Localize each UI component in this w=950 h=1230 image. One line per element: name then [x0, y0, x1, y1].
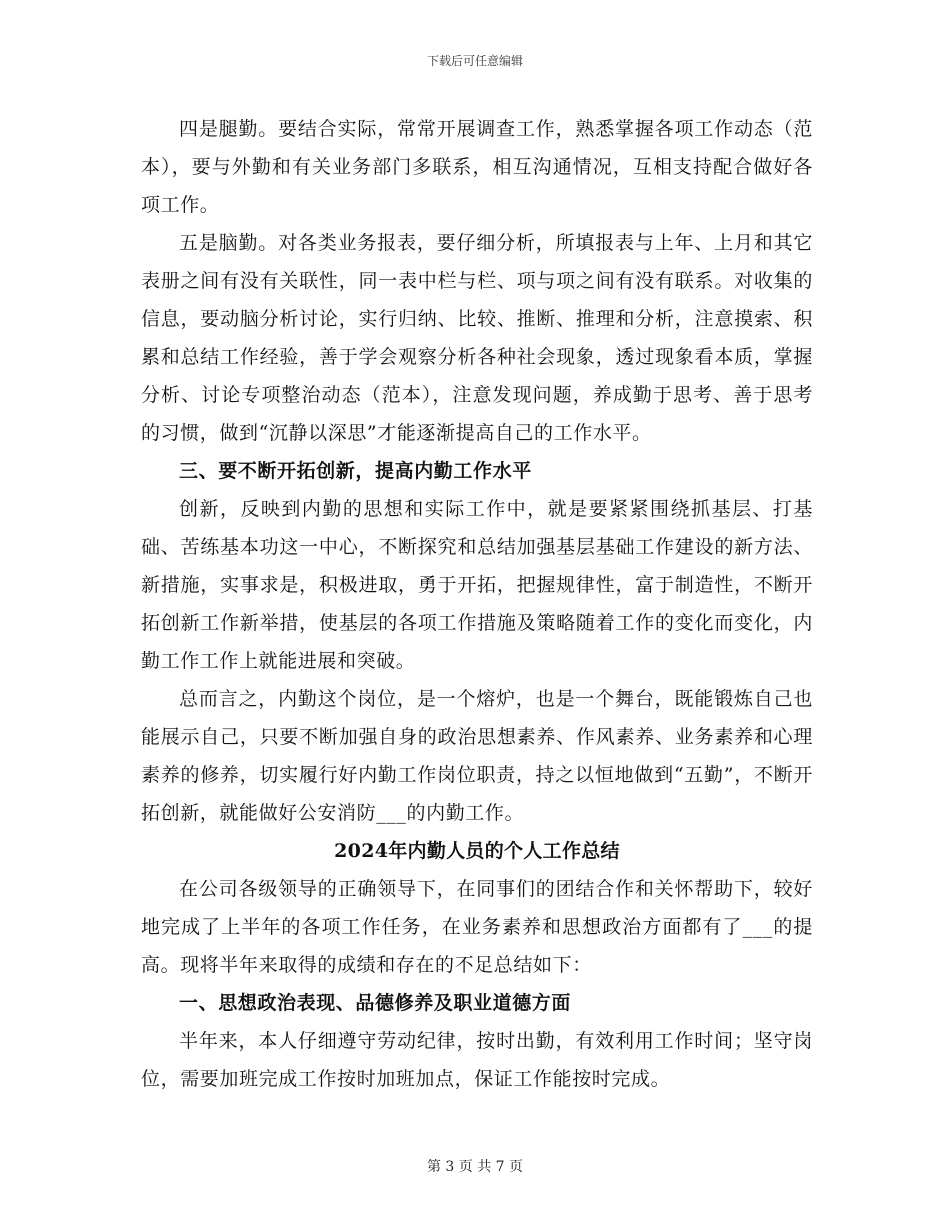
section-heading-innovation: 三、要不断开拓创新，提高内勤工作水平 — [179, 460, 532, 482]
page-header: 下载后可任意编辑 — [426, 54, 523, 68]
paragraph-conclusion: 总而言之，内勤这个岗位，是一个熔炉，也是一个舞台，既能锻炼自己也能展示自己，只要不断加强自身的政治思想素养、作风素养、业务素养和心理素养的修养，切实履行好内勤工作岗位职责，持之以恒地做到“五勤”，不断开拓创新，就能做好公安消防___的内勤工作。 — [141, 688, 813, 824]
page-footer: 第 3 页 共 7 页 — [426, 1159, 524, 1175]
document-title: 2024年内勤人员的个人工作总结 — [334, 840, 620, 862]
section-heading-ideology: 一、思想政治表现、品德修养及职业道德方面 — [179, 992, 572, 1014]
document-body — [141, 110, 813, 1098]
paragraph-discipline: 半年来，本人仔细遵守劳动纪律，按时出勤，有效利用工作时间；坚守岗位，需要加班完成工作按时加班加点，保证工作能按时完成。 — [141, 1030, 813, 1090]
paragraph-innovation: 创新，反映到内勤的思想和实际工作中，就是要紧紧围绕抓基层、打基础、苦练基本功这一中心，不断探究和总结加强基层基础工作建设的新方法、新措施，实事求是，积极进取，勇于开拓，把握规律性，富于制造性，不断开拓创新工作新举措，使基层的各项工作措施及策略随着工作的变化而变化，内勤工作工作上就能进展和突破。 — [141, 498, 813, 672]
paragraph-brain-diligence: 五是脑勤。对各类业务报表，要仔细分析，所填报表与上年、上月和其它表册之间有没有关联性，同一表中栏与栏、项与项之间有没有联系。对收集的信息，要动脑分析讨论，实行归纳、比较、推断、推理和分析，注意摸索、积累和总结工作经验，善于学会观察分析各种社会现象，透过现象看本质，掌握分析、讨论专项整治动态（范本），注意发现问题，养成勤于思考、善于思考的习惯，做到“沉静以深思”才能逐渐提高自己的工作水平。 — [141, 232, 813, 444]
paragraph-intro: 在公司各级领导的正确领导下，在同事们的团结合作和关怀帮助下，较好地完成了上半年的各项工作任务，在业务素养和思想政治方面都有了___的提高。现将半年来取得的成绩和存在的不足总结如下： — [141, 878, 813, 976]
paragraph-legs-diligence: 四是腿勤。要结合实际，常常开展调查工作，熟悉掌握各项工作动态（范本），要与外勤和有关业务部门多联系，相互沟通情况，互相支持配合做好各项工作。 — [141, 118, 813, 216]
